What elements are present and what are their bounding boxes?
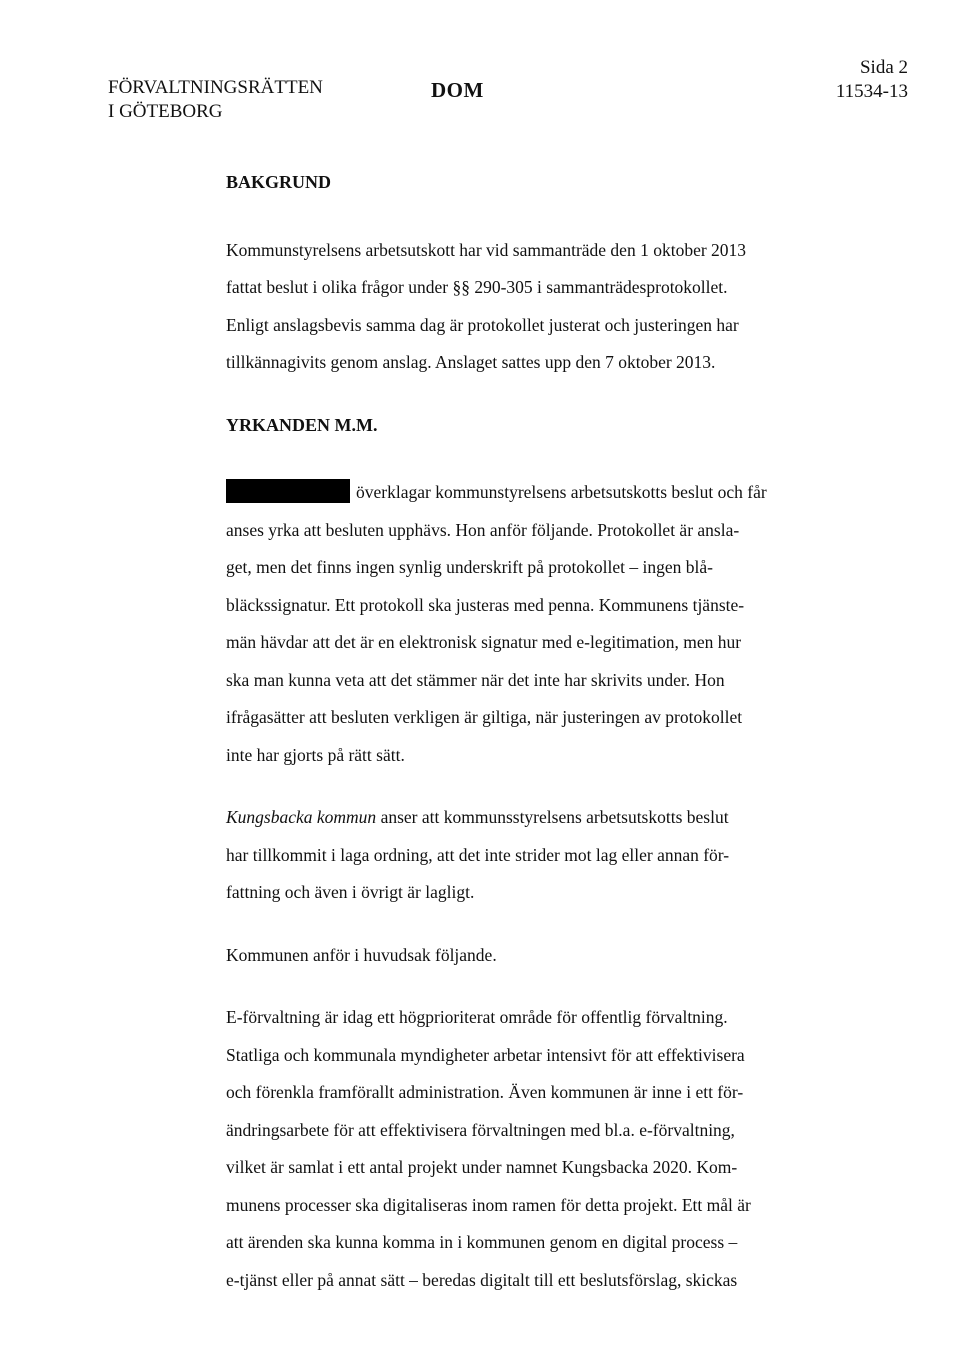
court-name-line1: FÖRVALTNINGSRÄTTEN: [108, 77, 323, 98]
heading-yrkanden: YRKANDEN M.M.: [226, 414, 378, 435]
text-line: E-förvaltning är idag ett högprioriterat område för offentlig förvaltning.: [226, 1007, 728, 1027]
text-line: inte har gjorts på rätt sätt.: [226, 744, 405, 765]
text-line: och förenkla framförallt administration. Även kommunen är inne i ett för-: [226, 1082, 744, 1102]
text-line: bläckssignatur. Ett protokoll ska justeras med penna. Kommunens tjänste-: [226, 594, 745, 615]
page-number: Sida 2: [859, 57, 908, 78]
text-line: tillkännagivits genom anslag. Anslaget sattes upp den 7 oktober 2013.: [226, 352, 716, 372]
text-line: Enligt anslagsbevis samma dag är protokollet justerat och justeringen har: [226, 314, 739, 335]
text-line: vilket är samlat i ett antal projekt under namnet Kungsbacka 2020. Kom-: [226, 1157, 738, 1177]
paragraph-yrkanden: [226, 474, 826, 774]
paragraph-kommun-anfor: Kommunen anför i huvudsak följande.: [226, 944, 497, 965]
text-line: anses yrka att besluten upphävs. Hon anför följande. Protokollet är ansla-: [226, 519, 740, 540]
text-line: fattat beslut i olika frågor under §§ 290-305 i sammanträdesprotokollet.: [226, 277, 728, 297]
text-line: [226, 799, 826, 837]
page-info: [836, 56, 908, 104]
redaction-block: [226, 479, 350, 503]
text-line: get, men det finns ingen synlig underskrift på protokollet – ingen blå-: [226, 557, 713, 577]
text-span: anser att kommunsstyrelsens arbetsutskotts beslut: [376, 807, 729, 827]
document-type: DOM: [431, 78, 484, 102]
text-line: munens processer ska digitaliseras inom ramen för detta projekt. Ett mål är: [226, 1194, 751, 1215]
text-line: Kommunstyrelsens arbetsutskott har vid sammanträde den 1 oktober 2013: [226, 239, 747, 260]
text-line: [226, 474, 826, 512]
paragraph-e-forvaltning: [226, 999, 826, 1299]
text-line: Statliga och kommunala myndigheter arbetar intensivt för att effektivisera: [226, 1044, 745, 1065]
paragraph-kommun-position: [226, 799, 826, 912]
text-line: ifrågasätter att besluten verkligen är giltiga, när justeringen av protokollet: [226, 707, 743, 727]
text-line: att ärenden ska kunna komma in i kommunen genom en digital process –: [226, 1232, 738, 1252]
page-header: [108, 56, 908, 126]
paragraph-bakgrund: [226, 232, 826, 382]
heading-bakgrund: BAKGRUND: [226, 172, 332, 192]
text-line: har tillkommit i laga ordning, att det inte strider mot lag eller annan för-: [226, 844, 730, 865]
text-line: ändringsarbete för att effektivisera förvaltningen med bl.a. e-förvaltning,: [226, 1119, 735, 1140]
party-name: Kungsbacka kommun: [226, 807, 377, 827]
text-span: överklagar kommunstyrelsens arbetsutskotts beslut och får: [356, 482, 767, 502]
text-line: e-tjänst eller på annat sätt – beredas digitalt till ett beslutsförslag, skickas: [226, 1269, 738, 1290]
court-name-line2: I GÖTEBORG: [108, 101, 223, 122]
text-line: ska man kunna veta att det stämmer när det inte har skrivits under. Hon: [226, 669, 725, 690]
court-name: [108, 76, 323, 124]
case-number: 11534-13: [835, 81, 908, 102]
text-line: män hävdar att det är en elektronisk signatur med e-legitimation, men hur: [226, 632, 742, 652]
document-body: [226, 164, 826, 1299]
text-line: fattning och även i övrigt är lagligt.: [226, 882, 475, 902]
